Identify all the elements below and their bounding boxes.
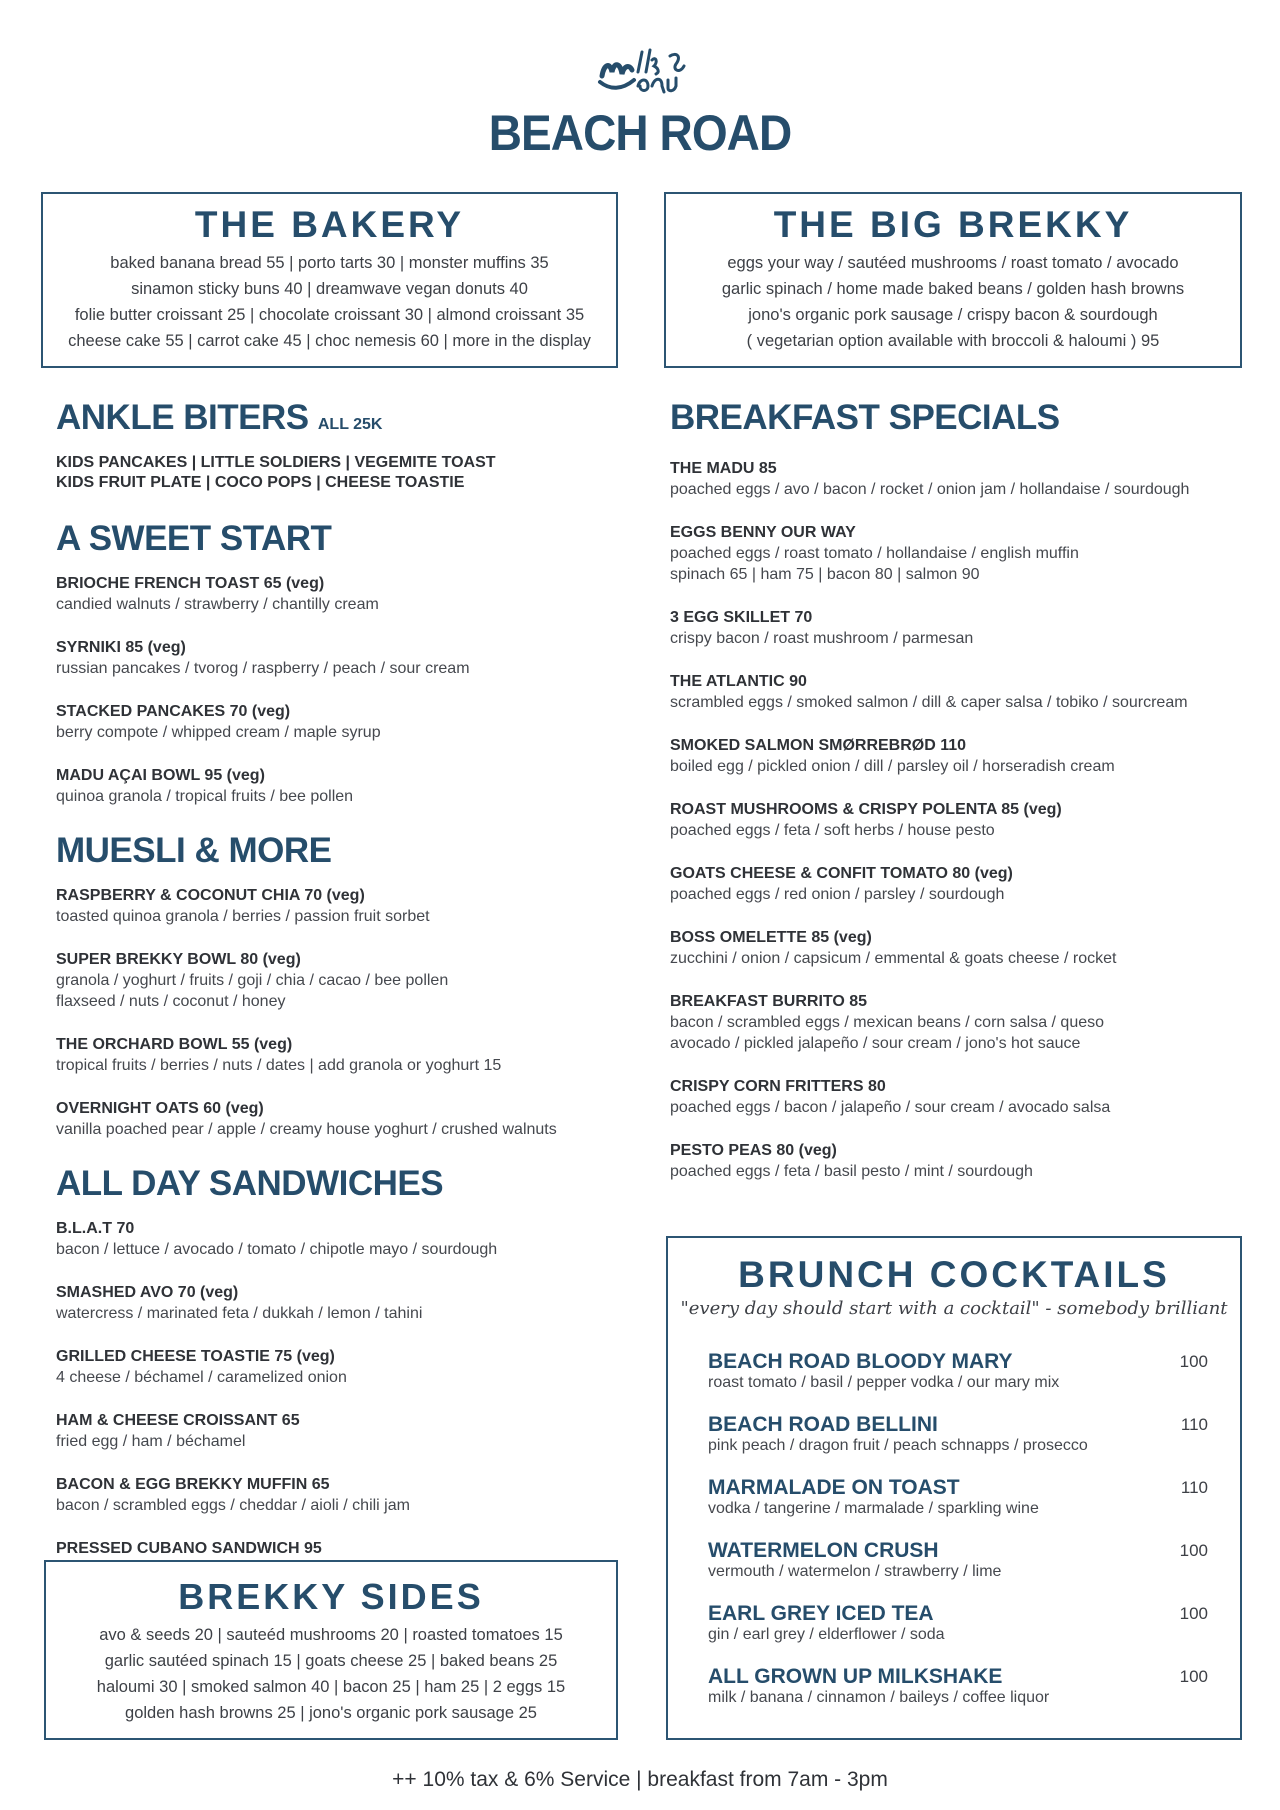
item-name: CRISPY CORN FRITTERS 80 — [670, 1078, 886, 1095]
cocktail-name: MARMALADE ON TOAST — [708, 1476, 960, 1499]
cocktail-item — [708, 1602, 1208, 1644]
cocktail-item — [708, 1413, 1208, 1455]
sides-line: golden hash browns 25 | jono's organic pork sausage 25 — [125, 1704, 537, 1722]
menu-item — [56, 1410, 616, 1452]
item-desc: vanilla poached pear / apple / creamy house yoghurt / crushed walnuts — [56, 1121, 557, 1138]
menu-item — [56, 701, 616, 743]
menu-item — [56, 1346, 616, 1388]
item-desc: poached eggs / feta / soft herbs / house pesto — [670, 822, 995, 839]
ankle-biters-title: ANKLE BITERS — [56, 398, 309, 437]
kids-line: KIDS PANCAKES | LITTLE SOLDIERS | VEGEMITE TOAST — [56, 454, 496, 471]
item-name: SUPER BREKKY BOWL 80 (veg) — [56, 951, 301, 968]
item-desc: poached eggs / roast tomato / hollandaise / english muffin — [670, 545, 1079, 562]
menu-item — [56, 573, 616, 615]
item-name: BACON & EGG BREKKY MUFFIN 65 — [56, 1476, 330, 1493]
sides-line: haloumi 30 | smoked salmon 40 | bacon 25 | ham 25 | 2 eggs 15 — [96, 1678, 566, 1696]
menu-item — [670, 522, 1230, 585]
brand-title: BEACH ROAD — [488, 105, 792, 161]
item-name: MADU AÇAI BOWL 95 (veg) — [56, 767, 265, 784]
cocktail-item — [708, 1350, 1208, 1392]
item-desc: fried egg / ham / béchamel — [56, 1433, 246, 1450]
menu-item — [56, 765, 616, 807]
big-brekky-line: garlic spinach / home made baked beans / golden hash browns — [721, 280, 1185, 298]
menu-item — [56, 1098, 616, 1140]
cocktail-name: WATERMELON CRUSH — [708, 1539, 939, 1562]
cocktail-list — [708, 1350, 1208, 1728]
left-column — [56, 398, 616, 1602]
right-column — [670, 398, 1230, 1204]
big-brekky-box — [664, 192, 1242, 368]
item-name: RASPBERRY & COCONUT CHIA 70 (veg) — [56, 887, 365, 904]
menu-item — [670, 1140, 1230, 1182]
item-desc: bacon / scrambled eggs / mexican beans / corn salsa / queso — [670, 1014, 1105, 1031]
big-brekky-line: jono's organic pork sausage / crispy bacon & sourdough — [748, 306, 1158, 324]
menu-item — [670, 991, 1230, 1054]
item-name: ROAST MUSHROOMS & CRISPY POLENTA 85 (veg) — [670, 801, 1062, 818]
item-desc: russian pancakes / tvorog / raspberry / peach / sour cream — [56, 660, 470, 677]
item-name: BRIOCHE FRENCH TOAST 65 (veg) — [56, 575, 325, 592]
item-name: PESTO PEAS 80 (veg) — [670, 1142, 837, 1159]
item-desc: toasted quinoa granola / berries / passion fruit sorbet — [56, 908, 430, 925]
item-desc: tropical fruits / berries / nuts / dates | add granola or yoghurt 15 — [56, 1057, 502, 1074]
milk-madu-logo — [596, 46, 688, 102]
item-name: HAM & CHEESE CROISSANT 65 — [56, 1412, 300, 1429]
menu-item — [670, 735, 1230, 777]
item-desc: spinach 65 | ham 75 | bacon 80 | salmon 90 — [670, 566, 980, 583]
cocktail-name: EARL GREY ICED TEA — [708, 1602, 934, 1625]
big-brekky-line: eggs your way / sautéed mushrooms / roast tomato / avocado — [727, 254, 1179, 272]
menu-item — [670, 1076, 1230, 1118]
section-title: BREAKFAST SPECIALS — [670, 398, 1060, 437]
item-name: SYRNIKI 85 (veg) — [56, 639, 186, 656]
cocktail-desc: vodka / tangerine / marmalade / sparkling wine — [708, 1500, 1039, 1517]
item-name: THE ATLANTIC 90 — [670, 673, 807, 690]
item-desc: quinoa granola / tropical fruits / bee pollen — [56, 788, 354, 805]
bakery-box — [41, 192, 618, 368]
item-name: THE ORCHARD BOWL 55 (veg) — [56, 1036, 293, 1053]
cocktail-desc: milk / banana / cinnamon / baileys / coffee liquor — [708, 1689, 1050, 1706]
menu-item — [56, 637, 616, 679]
brekky-sides-box — [44, 1560, 618, 1740]
item-name: GRILLED CHEESE TOASTIE 75 (veg) — [56, 1348, 335, 1365]
cocktail-desc: gin / earl grey / elderflower / soda — [708, 1626, 945, 1643]
item-desc: 4 cheese / béchamel / caramelized onion — [56, 1369, 347, 1386]
item-desc: flaxseed / nuts / coconut / honey — [56, 993, 286, 1010]
section-title — [56, 398, 616, 445]
menu-item — [56, 1034, 616, 1076]
bakery-line: folie butter croissant 25 | chocolate croissant 30 | almond croissant 35 — [74, 306, 585, 324]
menu-item — [670, 863, 1230, 905]
item-desc: granola / yoghurt / fruits / goji / chia / cacao / bee pollen — [56, 972, 449, 989]
item-desc: scrambled eggs / smoked salmon / dill & caper salsa / tobiko / sourcream — [670, 694, 1188, 711]
menu-item — [56, 1474, 616, 1516]
item-desc: poached eggs / avo / bacon / rocket / onion jam / hollandaise / sourdough — [670, 481, 1190, 498]
item-name: SMOKED SALMON SMØRREBRØD 110 — [670, 737, 967, 754]
cocktail-name: BEACH ROAD BELLINI — [708, 1413, 938, 1436]
item-name: EGGS BENNY OUR WAY — [670, 524, 856, 541]
menu-item — [670, 671, 1230, 713]
item-name: OVERNIGHT OATS 60 (veg) — [56, 1100, 264, 1117]
muesli-section — [56, 831, 616, 1140]
item-desc: candied walnuts / strawberry / chantilly cream — [56, 596, 379, 613]
cocktail-desc: vermouth / watermelon / strawberry / lime — [708, 1563, 1002, 1580]
item-name: BOSS OMELETTE 85 (veg) — [670, 929, 872, 946]
item-name: 3 EGG SKILLET 70 — [670, 609, 813, 626]
menu-item — [56, 1218, 616, 1260]
item-name: B.L.A.T 70 — [56, 1220, 135, 1237]
bakery-line: cheese cake 55 | carrot cake 45 | choc nemesis 60 | more in the display — [68, 332, 591, 350]
item-name: SMASHED AVO 70 (veg) — [56, 1284, 239, 1301]
item-name: THE MADU 85 — [670, 460, 777, 477]
section-title: MUESLI & MORE — [56, 831, 332, 870]
cocktail-item — [708, 1539, 1208, 1581]
cocktail-item — [708, 1476, 1208, 1518]
sides-line: avo & seeds 20 | sauteéd mushrooms 20 | roasted tomatoes 15 — [99, 1626, 563, 1644]
item-name: GOATS CHEESE & CONFIT TOMATO 80 (veg) — [670, 865, 1013, 882]
item-desc: poached eggs / red onion / parsley / sourdough — [670, 886, 1005, 903]
item-desc: watercress / marinated feta / dukkah / lemon / tahini — [56, 1305, 423, 1322]
cocktail-item — [708, 1665, 1208, 1707]
menu-item — [56, 885, 616, 927]
cocktail-desc: pink peach / dragon fruit / peach schnapps / prosecco — [708, 1437, 1088, 1454]
item-desc: bacon / lettuce / avocado / tomato / chipotle mayo / sourdough — [56, 1241, 498, 1258]
section-title: ALL DAY SANDWICHES — [56, 1164, 444, 1203]
menu-item — [56, 1282, 616, 1324]
cocktail-desc: roast tomato / basil / pepper vodka / our mary mix — [708, 1374, 1060, 1391]
sweet-start-section — [56, 519, 616, 807]
cocktail-price: 110 — [1180, 1478, 1208, 1497]
item-name: STACKED PANCAKES 70 (veg) — [56, 703, 291, 720]
item-desc: berry compote / whipped cream / maple syrup — [56, 724, 381, 741]
cocktail-name: BEACH ROAD BLOODY MARY — [708, 1350, 1013, 1373]
menu-item — [670, 458, 1230, 500]
kids-line: KIDS FRUIT PLATE | COCO POPS | CHEESE TOASTIE — [56, 474, 465, 491]
cocktails-box — [666, 1236, 1242, 1740]
bakery-title: THE BAKERY — [194, 204, 465, 245]
item-desc: zucchini / onion / capsicum / emmental & goats cheese / rocket — [670, 950, 1117, 967]
big-brekky-line: ( vegetarian option available with broccoli & haloumi ) 95 — [746, 332, 1160, 350]
ankle-biters-price-note: ALL 25K — [317, 416, 383, 433]
cocktail-price: 100 — [1179, 1352, 1208, 1371]
cocktail-name: ALL GROWN UP MILKSHAKE — [708, 1665, 1003, 1688]
item-desc: poached eggs / feta / basil pesto / mint / sourdough — [670, 1163, 1033, 1180]
bakery-line: baked banana bread 55 | porto tarts 30 | monster muffins 35 — [110, 254, 549, 272]
big-brekky-title: THE BIG BREKKY — [773, 204, 1133, 245]
cocktail-price: 100 — [1179, 1604, 1208, 1623]
menu-item — [670, 799, 1230, 841]
cocktail-price: 100 — [1179, 1541, 1208, 1560]
bakery-line: sinamon sticky buns 40 | dreamwave vegan donuts 40 — [131, 280, 528, 298]
cocktail-price: 100 — [1179, 1667, 1208, 1686]
footer-note: ++ 10% tax & 6% Service | breakfast from 7am - 3pm — [392, 1768, 888, 1791]
sandwiches-section — [56, 1164, 616, 1580]
item-desc: boiled egg / pickled onion / dill / parsley oil / horseradish cream — [670, 758, 1115, 775]
item-desc: crispy bacon / roast mushroom / parmesan — [670, 630, 974, 647]
cocktail-price: 110 — [1180, 1415, 1208, 1434]
ankle-biters-section — [56, 398, 616, 493]
menu-item — [56, 949, 616, 1012]
sides-line: garlic sautéed spinach 15 | goats cheese 25 | baked beans 25 — [104, 1652, 558, 1670]
menu-item — [670, 927, 1230, 969]
brekky-sides-title: BREKKY SIDES — [178, 1576, 484, 1617]
item-name: PRESSED CUBANO SANDWICH 95 — [56, 1540, 322, 1557]
item-desc: poached eggs / bacon / jalapeño / sour cream / avocado salsa — [670, 1099, 1111, 1116]
item-desc: avocado / pickled jalapeño / sour cream / jono's hot sauce — [670, 1035, 1081, 1052]
item-desc: bacon / scrambled eggs / cheddar / aioli / chili jam — [56, 1497, 410, 1514]
cocktails-quote: "every day should start with a cocktail" - somebody brilliant — [680, 1298, 1228, 1319]
section-title: A SWEET START — [56, 519, 332, 558]
item-name: BREAKFAST BURRITO 85 — [670, 993, 868, 1010]
menu-item — [670, 607, 1230, 649]
cocktails-title: BRUNCH COCKTAILS — [738, 1254, 1170, 1295]
